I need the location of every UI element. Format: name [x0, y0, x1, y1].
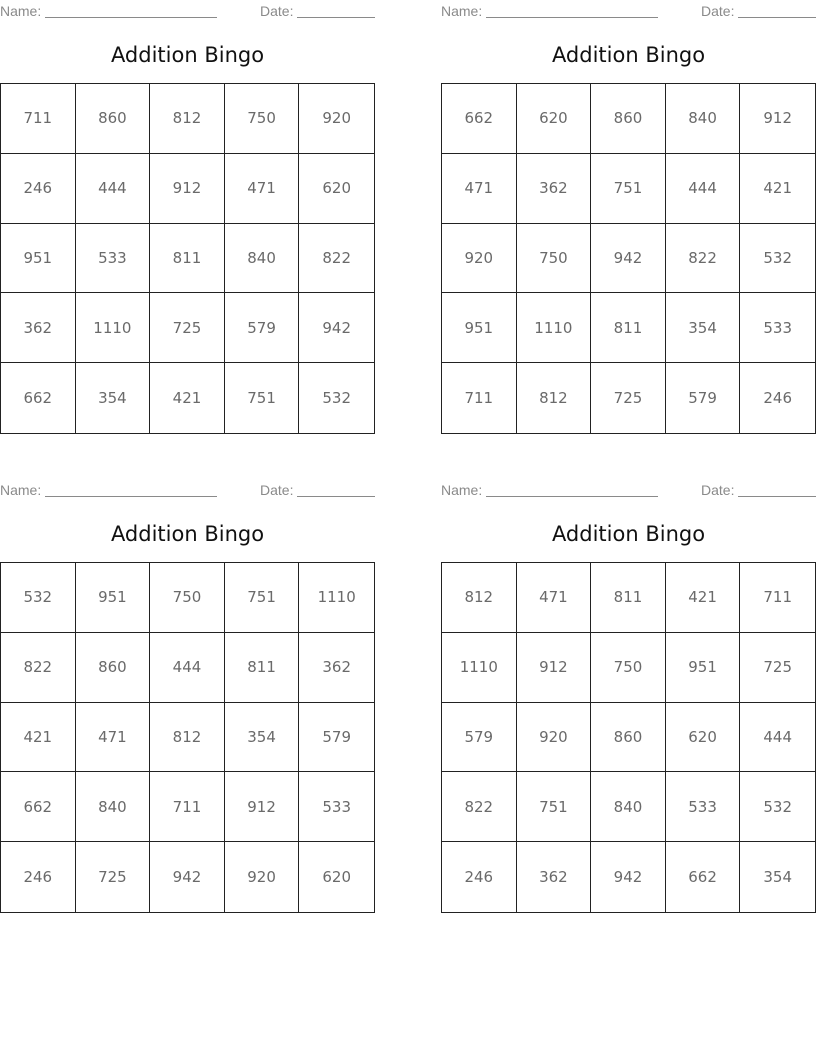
bingo-cell[interactable]: 951	[1, 224, 76, 294]
bingo-cell[interactable]: 354	[225, 703, 300, 773]
bingo-cell[interactable]: 860	[591, 703, 666, 773]
bingo-cell[interactable]: 246	[442, 842, 517, 912]
bingo-card-2	[441, 0, 816, 434]
bingo-cell[interactable]: 860	[76, 84, 151, 154]
bingo-cell[interactable]: 920	[517, 703, 592, 773]
bingo-cell[interactable]: 942	[299, 293, 374, 363]
bingo-cell[interactable]: 822	[442, 772, 517, 842]
bingo-grid	[0, 562, 375, 913]
bingo-grid	[441, 562, 816, 913]
bingo-cell[interactable]: 354	[76, 363, 151, 433]
date-blank-line[interactable]	[297, 496, 375, 497]
bingo-cell[interactable]: 444	[150, 633, 225, 703]
bingo-cell[interactable]: 471	[225, 154, 300, 224]
bingo-card-3	[0, 479, 375, 913]
bingo-cell[interactable]: 532	[740, 772, 815, 842]
bingo-cell[interactable]: 812	[150, 703, 225, 773]
bingo-cell[interactable]: 533	[666, 772, 741, 842]
bingo-cell[interactable]: 711	[150, 772, 225, 842]
bingo-grid	[0, 83, 375, 434]
bingo-cell[interactable]: 579	[299, 703, 374, 773]
name-blank-line[interactable]	[486, 17, 658, 18]
bingo-cell[interactable]: 532	[740, 224, 815, 294]
name-blank-line[interactable]	[45, 17, 217, 18]
bingo-cell[interactable]: 246	[1, 842, 76, 912]
bingo-cell[interactable]: 579	[666, 363, 741, 433]
bingo-cell[interactable]: 751	[225, 563, 300, 633]
bingo-cell[interactable]: 362	[517, 154, 592, 224]
bingo-cell[interactable]: 725	[76, 842, 151, 912]
bingo-cell[interactable]: 711	[1, 84, 76, 154]
bingo-cell[interactable]: 246	[1, 154, 76, 224]
date-blank-line[interactable]	[297, 17, 375, 18]
bingo-card-1	[0, 0, 375, 434]
bingo-cell[interactable]: 725	[150, 293, 225, 363]
bingo-cell[interactable]: 951	[76, 563, 151, 633]
bingo-cell[interactable]: 620	[299, 154, 374, 224]
bingo-cell[interactable]: 421	[740, 154, 815, 224]
bingo-cell[interactable]: 812	[442, 563, 517, 633]
bingo-cell[interactable]: 750	[225, 84, 300, 154]
name-blank-line[interactable]	[45, 496, 217, 497]
bingo-cell[interactable]: 812	[517, 363, 592, 433]
date-label: Date:	[260, 3, 294, 19]
bingo-cell[interactable]: 354	[763, 868, 792, 887]
bingo-cell[interactable]: 912	[517, 633, 592, 703]
bingo-cell[interactable]: 751	[591, 154, 666, 224]
bingo-cell[interactable]: 840	[225, 224, 300, 294]
bingo-cell[interactable]: 444	[666, 154, 741, 224]
name-date-row	[0, 0, 375, 20]
bingo-cell[interactable]: 362	[1, 293, 76, 363]
bingo-cell[interactable]: 951	[442, 293, 517, 363]
name-blank-line[interactable]	[486, 496, 658, 497]
bingo-cell[interactable]: 421	[150, 363, 225, 433]
bingo-cell[interactable]: 533	[76, 224, 151, 294]
name-label: Name:	[441, 3, 483, 19]
bingo-cell[interactable]: 711	[740, 563, 815, 633]
name-label: Name:	[0, 482, 42, 498]
bingo-cell[interactable]: 362	[517, 842, 592, 912]
bingo-cell[interactable]: 532	[322, 389, 351, 408]
bingo-cell[interactable]: 912	[150, 154, 225, 224]
bingo-cell[interactable]: 860	[591, 84, 666, 154]
bingo-cell[interactable]: 471	[442, 154, 517, 224]
bingo-cell[interactable]: 811	[591, 293, 666, 363]
bingo-cell[interactable]: 840	[76, 772, 151, 842]
date-label: Date:	[701, 3, 735, 19]
name-date-row	[0, 479, 375, 499]
bingo-cell[interactable]: 444	[76, 154, 151, 224]
bingo-cell[interactable]: 920	[442, 224, 517, 294]
card-title: Addition Bingo	[551, 522, 706, 546]
bingo-cell[interactable]: 840	[666, 84, 741, 154]
bingo-cell[interactable]: 920	[299, 84, 374, 154]
bingo-cell[interactable]: 942	[591, 224, 666, 294]
name-date-row	[441, 0, 816, 20]
date-label: Date:	[260, 482, 294, 498]
name-date-row	[441, 479, 816, 499]
bingo-cell[interactable]: 354	[666, 293, 741, 363]
bingo-cell[interactable]: 579	[225, 293, 300, 363]
bingo-cell[interactable]: 444	[740, 703, 815, 773]
bingo-cell[interactable]: 1110	[517, 293, 592, 363]
bingo-cell[interactable]: 1110	[76, 293, 151, 363]
bingo-cell[interactable]: 533	[740, 293, 815, 363]
bingo-cell[interactable]: 750	[517, 224, 592, 294]
date-blank-line[interactable]	[738, 496, 816, 497]
bingo-card-4	[441, 479, 816, 913]
bingo-cell[interactable]: 750	[150, 563, 225, 633]
name-label: Name:	[441, 482, 483, 498]
bingo-cell[interactable]: 662	[442, 84, 517, 154]
bingo-cell[interactable]: 822	[666, 224, 741, 294]
bingo-cell[interactable]: 662	[666, 842, 741, 912]
bingo-cell[interactable]: 750	[591, 633, 666, 703]
bingo-cell[interactable]: 421	[1, 703, 76, 773]
bingo-cell[interactable]: 942	[591, 842, 666, 912]
bingo-cell[interactable]: 951	[666, 633, 741, 703]
bingo-cell[interactable]: 471	[76, 703, 151, 773]
bingo-cell[interactable]: 912	[740, 84, 815, 154]
bingo-grid	[441, 83, 816, 434]
bingo-cell[interactable]: 579	[442, 703, 517, 773]
bingo-cell[interactable]: 840	[591, 772, 666, 842]
date-blank-line[interactable]	[738, 17, 816, 18]
bingo-cell[interactable]: 1110	[299, 563, 374, 633]
bingo-cell[interactable]: 533	[299, 772, 374, 842]
bingo-cell[interactable]: 751	[225, 363, 300, 433]
date-label: Date:	[701, 482, 735, 498]
name-label: Name:	[0, 3, 42, 19]
bingo-cell[interactable]: 362	[299, 633, 374, 703]
bingo-cell[interactable]: 725	[740, 633, 815, 703]
bingo-cell[interactable]: 822	[1, 633, 76, 703]
bingo-cell[interactable]: 1110	[442, 633, 517, 703]
bingo-cell[interactable]: 942	[150, 842, 225, 912]
bingo-cell[interactable]: 920	[225, 842, 300, 912]
bingo-cell[interactable]: 822	[299, 224, 374, 294]
bingo-cell[interactable]: 812	[150, 84, 225, 154]
bingo-cell[interactable]: 711	[442, 363, 517, 433]
bingo-cell[interactable]: 751	[517, 772, 592, 842]
bingo-cell[interactable]: 860	[76, 633, 151, 703]
bingo-cell[interactable]: 620	[666, 703, 741, 773]
bingo-cell[interactable]: 620	[322, 868, 351, 887]
bingo-cell[interactable]: 471	[517, 563, 592, 633]
bingo-cell[interactable]: 620	[517, 84, 592, 154]
bingo-cell[interactable]: 532	[1, 563, 76, 633]
bingo-cell[interactable]: 912	[225, 772, 300, 842]
bingo-cell[interactable]: 662	[1, 772, 76, 842]
bingo-cell[interactable]: 811	[150, 224, 225, 294]
bingo-cell[interactable]: 421	[666, 563, 741, 633]
card-title: Addition Bingo	[551, 43, 706, 67]
bingo-cell[interactable]: 811	[225, 633, 300, 703]
card-title: Addition Bingo	[110, 522, 265, 546]
bingo-cell[interactable]: 811	[591, 563, 666, 633]
bingo-cell[interactable]: 725	[591, 363, 666, 433]
bingo-cell[interactable]: 662	[1, 363, 76, 433]
bingo-cell[interactable]: 246	[763, 389, 792, 408]
card-title: Addition Bingo	[110, 43, 265, 67]
